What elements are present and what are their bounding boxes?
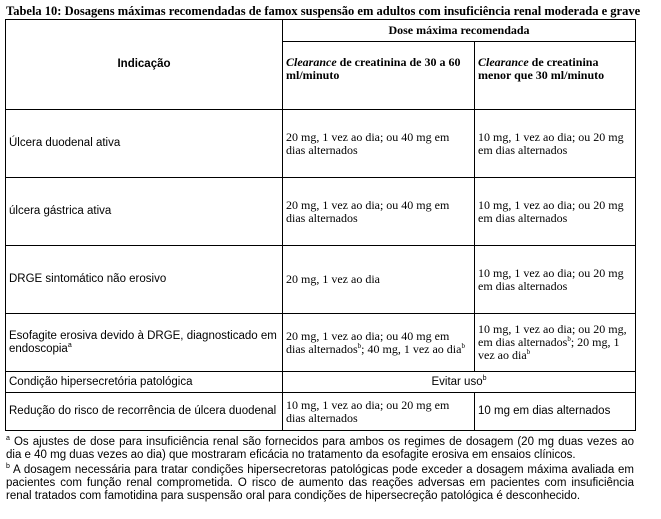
table-header-row: [6, 20, 636, 42]
cell-dose-30-60: [283, 314, 475, 372]
header-dose-maxima: Dose máxima recomendada: [283, 20, 636, 42]
cell-indicacao: Úlcera duodenal ativa: [6, 110, 283, 178]
header-clearance-lt-30: [475, 42, 636, 110]
footnote-mark: b: [6, 463, 10, 471]
footnote-ref: b: [357, 341, 362, 350]
header-indicacao: Indicação: [6, 20, 283, 110]
cell-dose-lt-30: 10 mg, 1 vez ao dia; ou 20 mg em dias alternados: [475, 110, 636, 178]
header-clearance-rest: de creatinina de 30 a 60 ml/minuto: [286, 55, 461, 82]
dose-text: 10 mg, 1 vez ao dia; ou 20 mg, em dias alternados: [478, 322, 627, 349]
footnote-ref: b: [461, 341, 465, 350]
footnote-ref: a: [67, 341, 72, 349]
header-clearance-30-60: [283, 42, 475, 110]
dose-text: 20 mg, 1 vez ao dia; ou 40 mg em dias alternados: [286, 328, 450, 356]
cell-dose-lt-30: 10 mg, 1 vez ao dia; ou 20 mg em dias alternados: [475, 246, 636, 314]
footnote-a: [6, 436, 634, 462]
dose-text: Evitar uso: [431, 375, 483, 388]
header-clearance-italic: Clearance: [286, 55, 337, 69]
cell-indicacao: Condição hipersecretória patológica: [6, 372, 283, 393]
table-caption: Tabela 10: Dosagens máximas recomendadas de famox suspensão em adultos com insuficiência renal moderada e grave: [6, 4, 641, 18]
header-clearance-italic: Clearance: [478, 55, 529, 69]
footnote-ref: b: [567, 335, 571, 343]
cell-dose-30-60: 10 mg, 1 vez ao dia; ou 20 mg em dias alternados: [283, 393, 475, 431]
table-row: [6, 393, 636, 431]
table-row: [6, 178, 636, 246]
cell-indicacao: Redução do risco de recorrência de úlcera duodenal: [6, 393, 283, 431]
cell-indicacao-text: Esofagite erosiva devido à DRGE, diagnosticado em endoscopia: [9, 329, 277, 355]
cell-dose-lt-30: [475, 314, 636, 372]
footnote-ref: b: [526, 348, 531, 356]
table-row: [6, 246, 636, 314]
cell-indicacao: DRGE sintomático não erosivo: [6, 246, 283, 314]
footnote-text: A dosagem necessária para tratar condições hipersecretoras patológicas pode exceder a dosagem máxima avaliada em pacientes com função renal comprometida. O risco de aumento das reações adversas em pacientes com insuficiência renal tratados com famotidina para suspensão oral para condições de hipersecreção patológica é desconhecido.: [6, 464, 634, 502]
cell-dose-30-60: 20 mg, 1 vez ao dia: [283, 246, 475, 314]
footnote-b: [6, 464, 634, 503]
table-row: [6, 110, 636, 178]
cell-dose-30-60: 20 mg, 1 vez ao dia; ou 40 mg em dias alternados: [283, 178, 475, 246]
footnote-ref: b: [482, 374, 487, 382]
cell-indicacao: [6, 314, 283, 372]
header-clearance-rest: de creatinina menor que 30 ml/minuto: [478, 55, 605, 82]
cell-dose-lt-30: 10 mg em dias alternados: [475, 393, 636, 431]
cell-indicacao: úlcera gástrica ativa: [6, 178, 283, 246]
dose-text: ; 20 mg, 1 vez ao dia: [478, 335, 620, 362]
footnote-mark: a: [6, 435, 10, 443]
cell-dose-lt-30: 10 mg, 1 vez ao dia; ou 20 mg em dias alternados: [475, 178, 636, 246]
cell-dose-30-60: 20 mg, 1 vez ao dia; ou 40 mg em dias alternados: [283, 110, 475, 178]
dose-text: ; 40 mg, 1 vez ao dia: [361, 341, 462, 356]
cell-dose-merged: [283, 372, 636, 393]
footnotes: [6, 436, 634, 505]
table-row: [6, 372, 636, 393]
dosage-table: [5, 19, 636, 431]
footnote-text: Os ajustes de dose para insuficiência renal são fornecidos para ambos os regimes de dosagem (20 mg duas vezes ao dia e 40 mg duas vezes ao dia) que mostraram eficácia no tratamento da esofagite erosiva em ensaios clínicos.: [6, 436, 634, 461]
table-row: [6, 314, 636, 372]
